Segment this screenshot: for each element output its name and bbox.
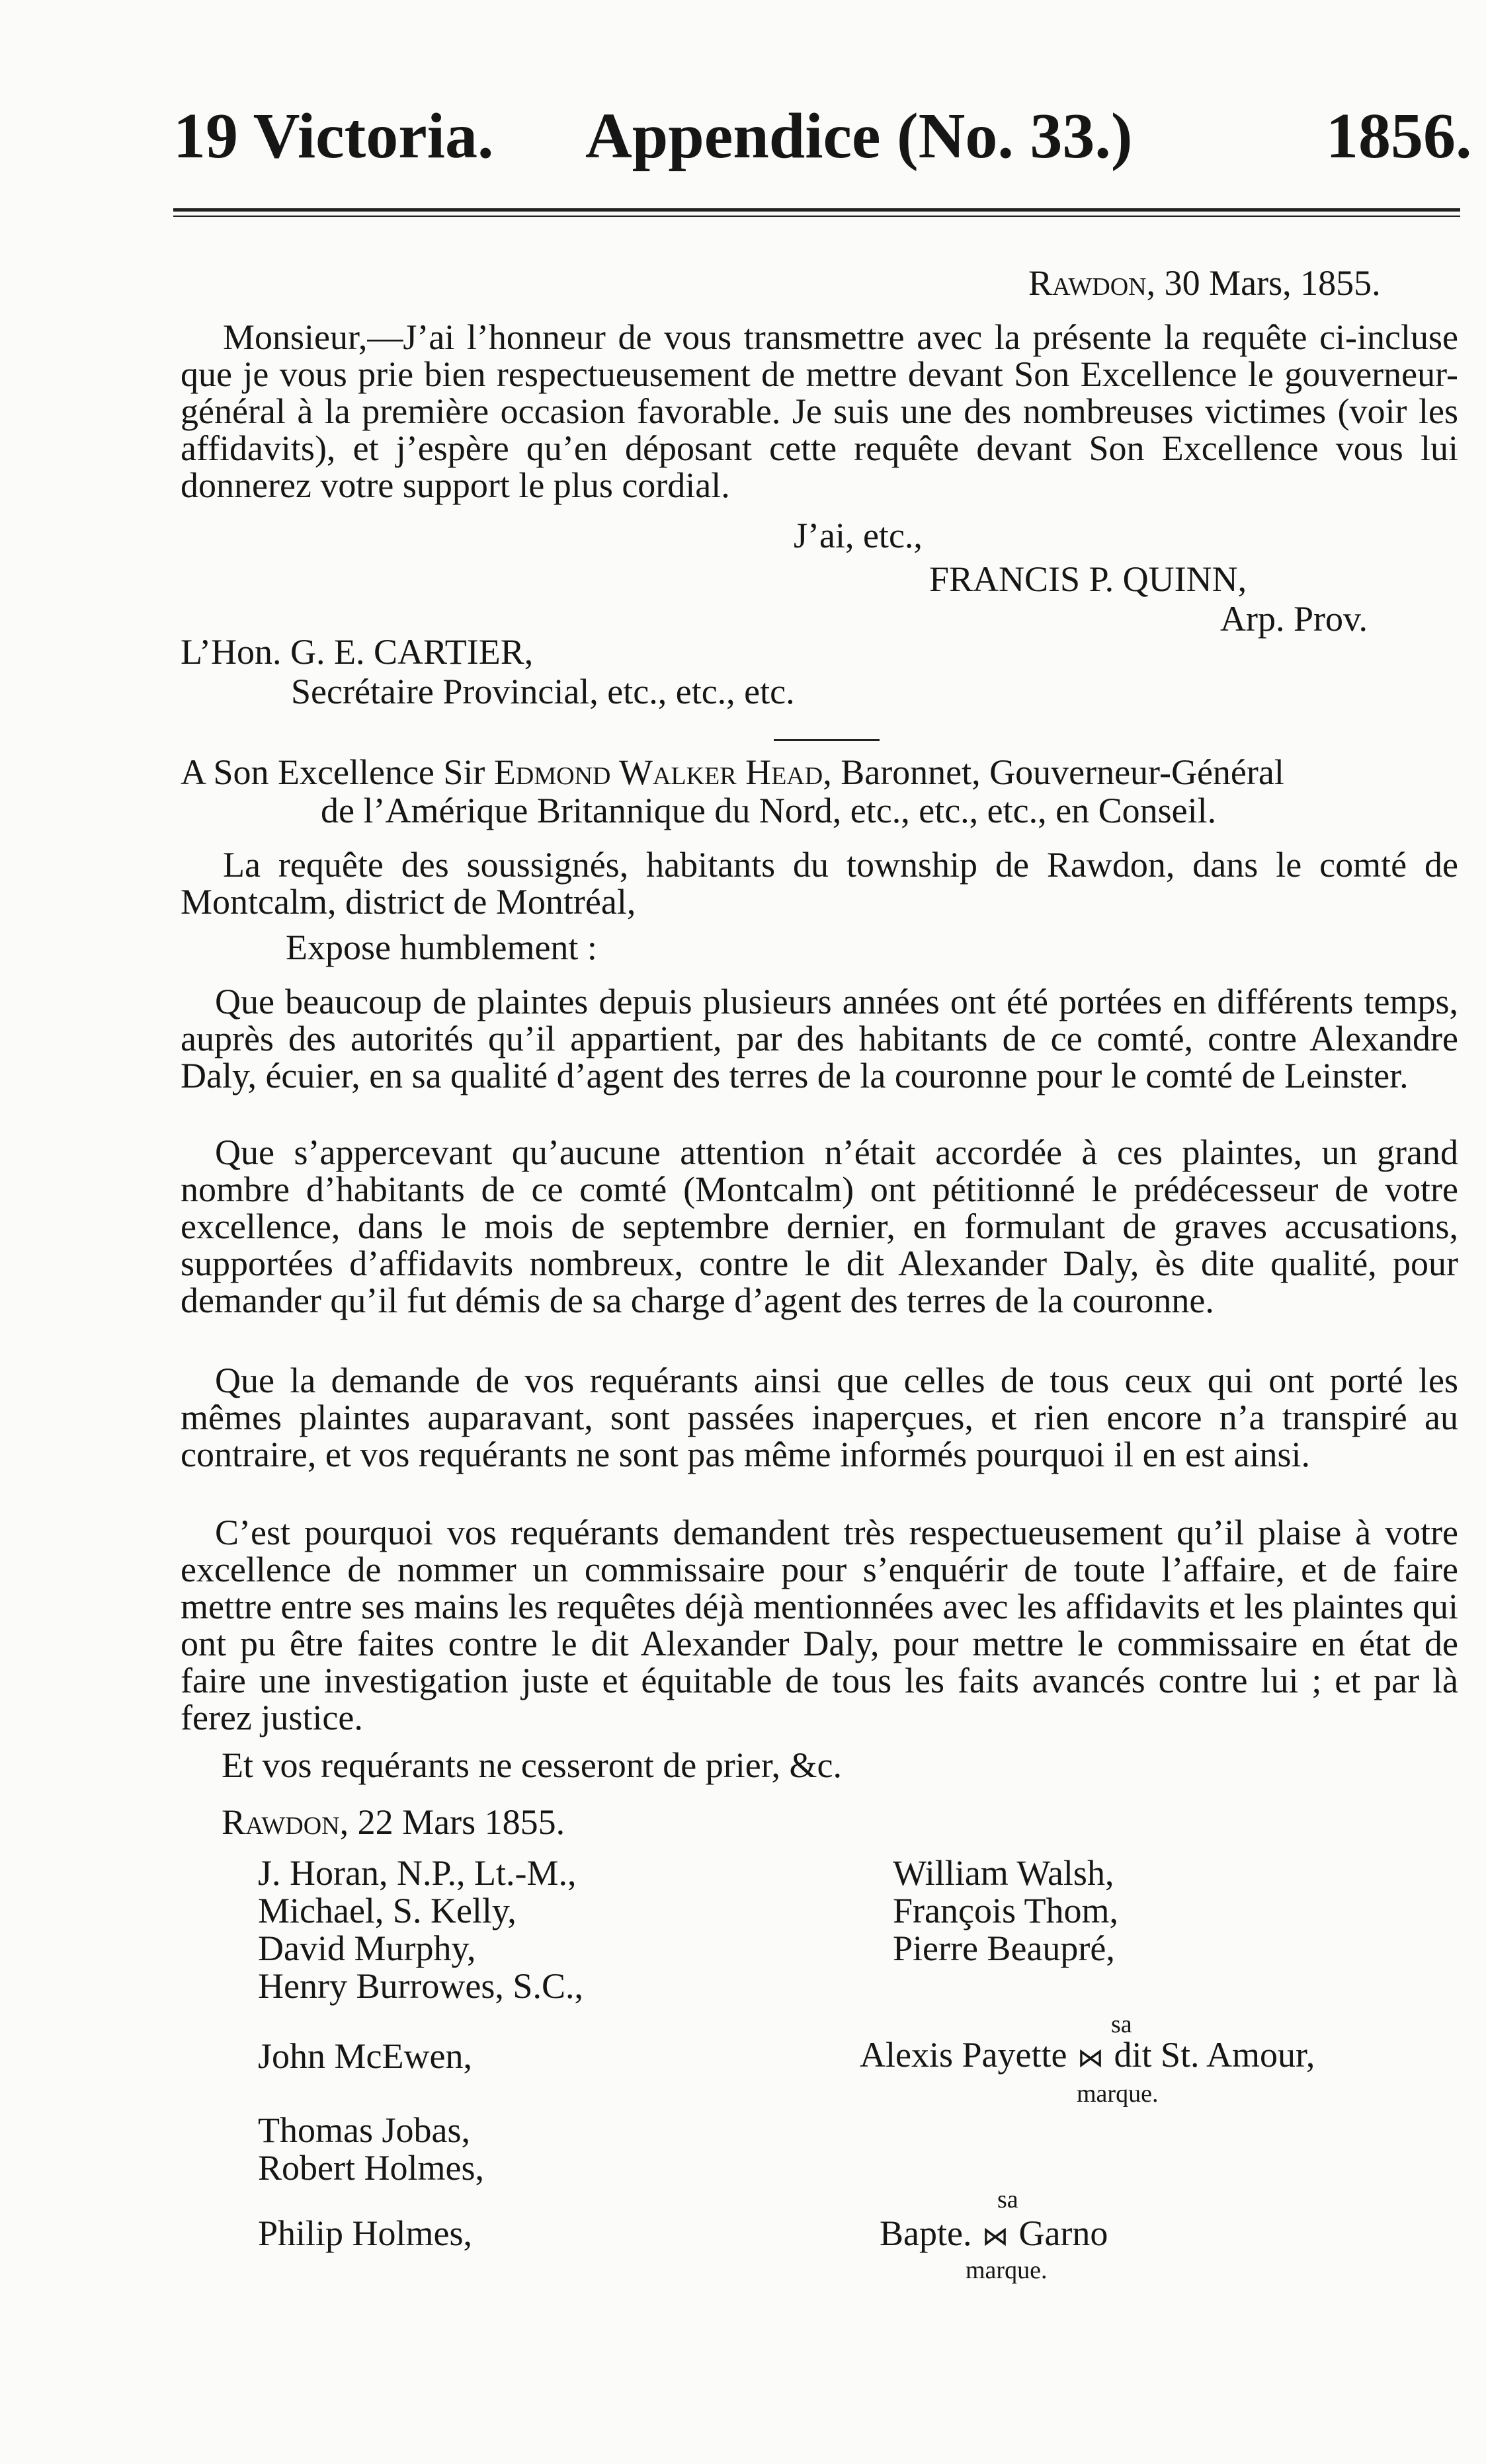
signature-mark-2: [880, 2215, 1108, 2255]
petition-dateline-place: Rawdon,: [222, 1802, 349, 1842]
signature-left-1: J. Horan, N.P., Lt.-M.,: [258, 1853, 577, 1893]
mark2-suffix: Garno: [1018, 2213, 1108, 2253]
letter-addressee-title: Secrétaire Provincial, etc., etc., etc.: [291, 672, 795, 711]
mark2-below: marque.: [966, 2256, 1048, 2284]
petition-address-line2: de l’Amérique Britannique du Nord, etc., etc., etc., en Conseil.: [321, 791, 1217, 830]
petition-intro: La requête des soussignés, habitants du township de Rawdon, dans le comté de Montcalm, district de Montréal,: [181, 845, 1458, 922]
cross-mark-icon: ⋈: [981, 2221, 1009, 2251]
mark2-above: sa: [997, 2186, 1018, 2213]
header-session: 19 Victoria.: [173, 100, 494, 172]
petition-dateline: [222, 1804, 565, 1841]
letter-closing: J’ai, etc.,: [794, 516, 923, 555]
petition-address-prefix: A Son Excellence Sir: [181, 752, 485, 792]
signature-left-5: John McEwen,: [258, 2036, 472, 2076]
signature-right-2: François Thom,: [893, 1891, 1118, 1930]
signature-left-2: Michael, S. Kelly,: [258, 1891, 516, 1930]
signature-left-7: Robert Holmes,: [258, 2148, 484, 2188]
header-appendix: Appendice (No. 33.): [585, 100, 1133, 172]
petition-dateline-date: 22 Mars 1855.: [357, 1802, 565, 1842]
signature-right-1: William Walsh,: [893, 1853, 1114, 1893]
signature-right-3: Pierre Beaupré,: [893, 1928, 1115, 1968]
petition-paragraph-2: Que s’appercevant qu’aucune attention n’était accordée à ces plaintes, un grand nombre d’habitants de ce comté (Montcalm) ont pétitionné le prédécesseur de votre excellence, dans le mois de septembre dernier, en formulant de graves accusations, supportées d’affidavits nombreux, contre le dit Alexander Daly, ès dite qualité, pour demander qu’il fut démis de sa charge d’agent des terres de la couronne.: [181, 1133, 1458, 1320]
mark1-below: marque.: [1077, 2080, 1159, 2108]
signature-left-6: Thomas Jobas,: [258, 2110, 470, 2150]
letter-signer-title: Arp. Prov.: [1220, 599, 1368, 639]
header-rule-thick: [173, 208, 1460, 212]
header-rule-thin: [173, 216, 1460, 217]
signature-left-3: David Murphy,: [258, 1928, 476, 1968]
section-separator: [774, 739, 880, 741]
letter-signer: FRANCIS P. QUINN,: [929, 559, 1247, 599]
petition-expose: Expose humblement :: [286, 928, 597, 967]
signature-left-4: Henry Burrowes, S.C.,: [258, 1966, 583, 2006]
letter-addressee: L’Hon. G. E. CARTIER,: [181, 632, 534, 672]
petition-closing: Et vos requérants ne cesseront de prier, &c.: [222, 1745, 842, 1785]
petition-address-rest: Baronnet, Gouverneur-Général: [841, 752, 1284, 792]
letter-dateline: [1028, 264, 1381, 301]
mark1-above: sa: [1111, 2010, 1132, 2038]
header-year: 1856.: [1326, 100, 1472, 172]
petition-paragraph-1: Que beaucoup de plaintes depuis plusieurs années ont été portées en différents temps, auprès des autorités qu’il appartient, par des habitants de ce comté, contre Alexandre Daly, écuier, en sa qualité d’agent des terres de la couronne pour le comté de Leinster.: [181, 982, 1458, 1095]
signature-mark-1: [860, 2036, 1315, 2077]
mark1-suffix: dit St. Amour,: [1114, 2035, 1315, 2075]
signature-left-8: Philip Holmes,: [258, 2213, 473, 2253]
mark2-name: Bapte.: [880, 2213, 972, 2253]
letter-dateline-place: Rawdon,: [1028, 263, 1156, 303]
mark1-name: Alexis Payette: [860, 2035, 1067, 2075]
petition-address: [181, 754, 1284, 791]
letter-body: Monsieur,—J’ai l’honneur de vous transmettre avec la présente la requête ci-incluse que je vous prie bien respectueusement de mettre devant Son Excellence le gouverneur-général à la première occasion favorable. Je suis une des nombreuses victimes (voir les affidavits), et j’espère qu’en déposant cette requête devant Son Excellence vous lui donnerez votre support le plus cordial.: [181, 317, 1458, 505]
petition-address-name: Edmond Walker Head,: [493, 752, 832, 792]
letter-dateline-date: 30 Mars, 1855.: [1164, 263, 1381, 303]
cross-mark-icon: ⋈: [1077, 2043, 1104, 2073]
petition-paragraph-3: Que la demande de vos requérants ainsi que celles de tous ceux qui ont porté les mêmes plaintes auparavant, sont passées inaperçues, et rien encore n’a transpiré au contraire, et vos requérants ne sont pas même informés pourquoi il en est ainsi.: [181, 1361, 1458, 1474]
petition-paragraph-4: C’est pourquoi vos requérants demandent très respectueusement qu’il plaise à votre excellence de nommer un commissaire pour s’enquérir de toute l’affaire, et de faire mettre entre ses mains les requêtes déjà mentionnées avec les affidavits et les plaintes qui ont pu être faites contre le dit Alexander Daly, pour mettre le commissaire en état de faire une investigation juste et équitable de tous les faits avancés contre lui ; et par là ferez justice.: [181, 1513, 1458, 1737]
